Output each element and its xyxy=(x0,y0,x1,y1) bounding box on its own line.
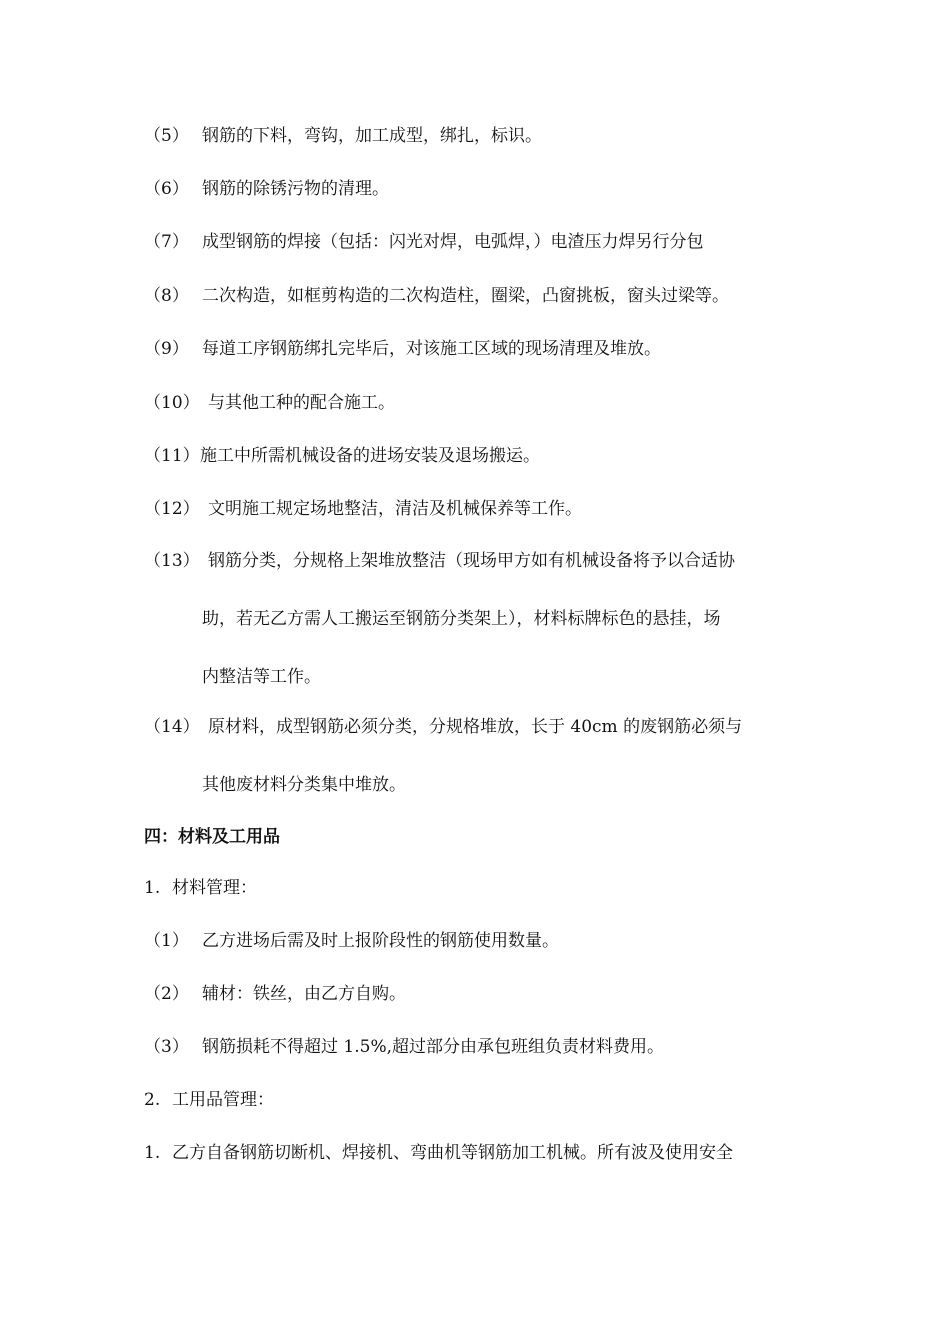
item-text: 钢筋的下料，弯钩，加工成型，绑扎，标识。 xyxy=(202,126,542,146)
list-item xyxy=(144,1035,664,1059)
item-text: 与其他工种的配合施工。 xyxy=(208,393,395,413)
subsection-heading xyxy=(144,876,257,900)
item-number: （13） xyxy=(144,551,200,571)
list-item xyxy=(144,124,542,148)
subsection-text: 工用品管理： xyxy=(172,1090,274,1110)
list-item xyxy=(144,982,406,1006)
item-text: 施工中所需机械设备的进场安装及退场搬运。 xyxy=(200,446,540,466)
item-text: 钢筋分类，分规格上架堆放整洁（现场甲方如有机械设备将予以合适协 xyxy=(208,551,735,571)
subsection-heading xyxy=(144,1088,274,1112)
item-text: 二次构造，如框剪构造的二次构造柱，圈梁，凸窗挑板，窗头过梁等。 xyxy=(202,286,729,306)
item-number: （2） xyxy=(144,984,189,1004)
section-title: 四：材料及工用品 xyxy=(144,827,280,847)
item-text: 钢筋的除锈污物的清理。 xyxy=(202,179,389,199)
item-number: （9） xyxy=(144,339,189,359)
list-item-continuation: 助，若无乙方需人工搬运至钢筋分类架上），材料标牌标色的悬挂，场 xyxy=(202,609,721,629)
item-number: （6） xyxy=(144,179,189,199)
item-text: 原材料，成型钢筋必须分类，分规格堆放，长于 40cm 的废钢筋必须与 xyxy=(208,717,743,737)
item-text: 乙方自备钢筋切断机、焊接机、弯曲机等钢筋加工机械。所有波及使用安全 xyxy=(172,1143,733,1163)
list-item xyxy=(144,284,729,308)
list-item xyxy=(144,715,742,739)
item-number: （8） xyxy=(144,286,189,306)
item-text: 乙方进场后需及时上报阶段性的钢筋使用数量。 xyxy=(202,931,559,951)
list-item xyxy=(144,497,582,521)
list-item xyxy=(144,444,540,468)
subsection-text: 材料管理： xyxy=(172,878,257,898)
list-item xyxy=(144,391,395,415)
item-text: 辅材：铁丝，由乙方自购。 xyxy=(202,984,406,1004)
list-item xyxy=(144,929,559,953)
item-number: （1） xyxy=(144,931,189,951)
item-number: （11） xyxy=(144,446,200,466)
item-text: 文明施工规定场地整洁，清洁及机械保养等工作。 xyxy=(208,499,582,519)
list-item xyxy=(144,549,735,573)
list-item xyxy=(144,1141,733,1165)
list-item xyxy=(144,177,389,201)
subsection-number: 2. xyxy=(144,1090,161,1110)
item-text: 每道工序钢筋绑扎完毕后，对该施工区域的现场清理及堆放。 xyxy=(202,339,661,359)
item-number: 1. xyxy=(144,1143,161,1163)
subsection-number: 1. xyxy=(144,878,161,898)
item-number: （5） xyxy=(144,126,189,146)
item-text: 钢筋损耗不得超过 1.5%,超过部分由承包班组负责材料费用。 xyxy=(202,1037,664,1057)
list-item xyxy=(144,337,661,361)
item-number: （12） xyxy=(144,499,200,519)
item-number: （7） xyxy=(144,232,189,252)
list-item-continuation: 其他废材料分类集中堆放。 xyxy=(202,775,406,795)
item-text: 成型钢筋的焊接（包括：闪光对焊，电弧焊，）电渣压力焊另行分包 xyxy=(202,232,704,252)
item-number: （14） xyxy=(144,717,200,737)
item-number: （10） xyxy=(144,393,200,413)
item-number: （3） xyxy=(144,1037,189,1057)
list-item-continuation: 内整洁等工作。 xyxy=(202,667,321,687)
list-item xyxy=(144,230,704,254)
